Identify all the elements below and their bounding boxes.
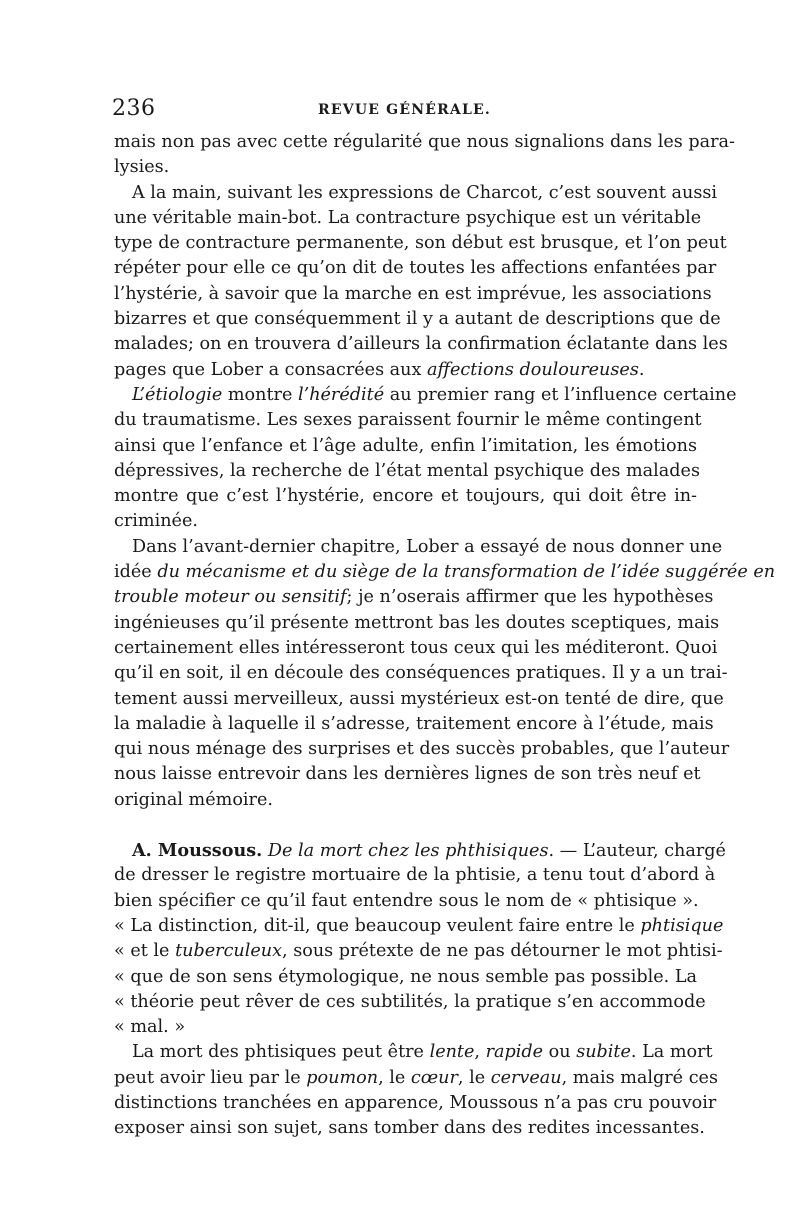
text-line (114, 788, 697, 813)
text-span: . — L’auteur, chargé (548, 841, 726, 862)
text-line (114, 1116, 705, 1141)
text-span: ainsi que l’enfance et l’âge adulte, enfin l’imitation, les émotions (114, 435, 697, 456)
text-span: dépressives, la recherche de l’état mental psychique des malades (114, 460, 700, 481)
italic-span: lente (429, 1042, 475, 1063)
page-number: 236 (112, 96, 156, 121)
text-span: original mémoire. (114, 789, 273, 810)
italic-span: cerveau (490, 1067, 562, 1088)
text-span: idée (114, 562, 158, 583)
text-line (114, 914, 724, 939)
text-span: , le (457, 1067, 491, 1088)
running-title: REVUE GÉNÉRALE. (318, 102, 491, 118)
text-line (114, 737, 730, 762)
text-line (114, 939, 723, 964)
text-span: malades; on en trouvera d’ailleurs la confirmation éclatante dans les (114, 334, 728, 355)
text-span: type de contracture permanente, son début est brusque, et l’on peut (114, 233, 727, 254)
text-span: « mal. » (114, 1017, 186, 1038)
text-line (114, 535, 723, 560)
text-span: bizarres et que conséquemment il y a autant de descriptions que de (114, 309, 721, 330)
text-line (114, 408, 702, 433)
text-line (114, 459, 700, 484)
text-span: . (638, 359, 645, 380)
text-line (114, 484, 697, 509)
text-span: , sous prétexte de ne pas détourner le mot phtisi- (282, 941, 723, 962)
text-line (114, 560, 776, 585)
text-line (114, 1066, 718, 1091)
text-line (114, 965, 697, 990)
italic-span: L’étiologie (132, 384, 223, 405)
italic-span: du mécanisme et du siège de la transformation de l’idée suggérée en (157, 562, 776, 583)
text-span: l’hystérie, à savoir que la marche en est imprévue, les associations (114, 283, 712, 304)
text-span: A la main, suivant les expressions de Charcot, c’est souvent aussi (132, 182, 718, 203)
italic-span: tuberculeux (175, 941, 283, 962)
text-line (114, 181, 718, 206)
text-line (114, 509, 697, 534)
text-span: , mais malgré ces (561, 1067, 718, 1088)
text-line (114, 206, 702, 231)
text-span: distinctions tranchées en apparence, Moussous n’a pas cru pouvoir (114, 1092, 717, 1113)
text-span: lysies. (114, 157, 170, 178)
text-span: au premier rang et l’influence certaine (384, 384, 737, 405)
text-line (114, 434, 697, 459)
italic-span: poumon (306, 1067, 379, 1088)
text-line (114, 155, 697, 180)
italic-span: affections douloureuses (427, 359, 639, 380)
italic-span: trouble moteur ou sensitif (114, 587, 347, 608)
text-span: , le (378, 1067, 411, 1088)
italic-span: phtisique (640, 915, 724, 936)
text-span: , (474, 1042, 486, 1063)
italic-span: De la mort chez les phthisiques (267, 841, 549, 862)
text-line (114, 1040, 713, 1065)
text-line (114, 712, 714, 737)
text-span: peut avoir lieu par le (114, 1067, 307, 1088)
text-line (114, 636, 718, 661)
text-span: ou (543, 1042, 577, 1063)
text-span: nous laisse entrevoir dans les dernières lignes de son très neuf et (114, 764, 701, 785)
text-span: « théorie peut rêver de ces subtilités, la pratique s’en accommode (114, 991, 706, 1012)
page-header (112, 96, 697, 126)
text-line (114, 611, 720, 636)
text-span: bien spécifier ce qu’il faut entendre sous le nom de « phtisique ». (114, 890, 699, 911)
italic-span: subite (576, 1042, 631, 1063)
text-span: « que de son sens étymologique, ne nous semble pas possible. La (114, 966, 697, 987)
italic-span: cœur (410, 1067, 458, 1088)
text-line (114, 990, 706, 1015)
text-span: ; je n’oserais affirmer que les hypothèses (346, 587, 714, 608)
body-text (114, 130, 776, 1142)
text-line (114, 383, 737, 408)
text-span: Dans l’avant-dernier chapitre, Lober a essayé de nous donner une (132, 536, 723, 557)
author-name: A. Moussous. (132, 840, 263, 862)
text-line (114, 130, 735, 155)
text-span: qu’il en soit, il en découle des conséquences pratiques. Il y a un trai- (114, 663, 728, 684)
section-gap (114, 813, 697, 838)
text-line (114, 762, 701, 787)
text-span: du traumatisme. Les sexes paraissent fournir le même contingent (114, 410, 702, 431)
text-span: . La mort (630, 1042, 713, 1063)
text-span: exposer ainsi son sujet, sans tomber dans des redites incessantes. (114, 1118, 705, 1139)
text-span: la maladie à laquelle il s’adresse, traitement encore à l’étude, mais (114, 713, 714, 734)
text-line (114, 889, 697, 914)
italic-span: rapide (485, 1042, 544, 1063)
text-line (114, 256, 717, 281)
text-span: criminée. (114, 511, 198, 532)
text-span: montre que c’est l’hystérie, encore et toujours, qui doit être in- (114, 486, 697, 507)
text-line (114, 585, 714, 610)
text-span: pages que Lober a consacrées aux (114, 359, 428, 380)
text-line (114, 661, 728, 686)
text-span: La mort des phtisiques peut être (132, 1042, 430, 1063)
text-line (114, 687, 724, 712)
text-span: « La distinction, dit-il, que beaucoup veulent faire entre le (114, 915, 641, 936)
text-line (114, 1015, 697, 1040)
text-line (114, 231, 727, 256)
text-span: une véritable main-bot. La contracture psychique est un véritable (114, 207, 702, 228)
text-line (114, 863, 716, 888)
text-line (114, 1091, 717, 1116)
text-line (114, 358, 697, 383)
text-span: ingénieuses qu’il présente mettront bas les doutes sceptiques, mais (114, 612, 720, 633)
text-line (114, 838, 726, 863)
text-span: qui nous ménage des surprises et des succès probables, que l’auteur (114, 739, 730, 760)
italic-span: l’hérédité (297, 384, 385, 405)
text-line (114, 282, 712, 307)
text-span: mais non pas avec cette régularité que nous signalions dans les para- (114, 132, 735, 152)
text-span: tement aussi merveilleux, aussi mystérieux est-on tenté de dire, que (114, 688, 724, 709)
text-line (114, 332, 728, 357)
text-span: de dresser le registre mortuaire de la phtisie, a tenu tout d’abord à (114, 865, 716, 886)
text-span: répéter pour elle ce qu’on dit de toutes les affections enfantées par (114, 258, 717, 279)
text-span: « et le (114, 941, 176, 962)
text-span: certainement elles intéresseront tous ceux qui les méditeront. Quoi (114, 637, 718, 658)
text-span: montre (222, 384, 298, 405)
text-line (114, 307, 721, 332)
